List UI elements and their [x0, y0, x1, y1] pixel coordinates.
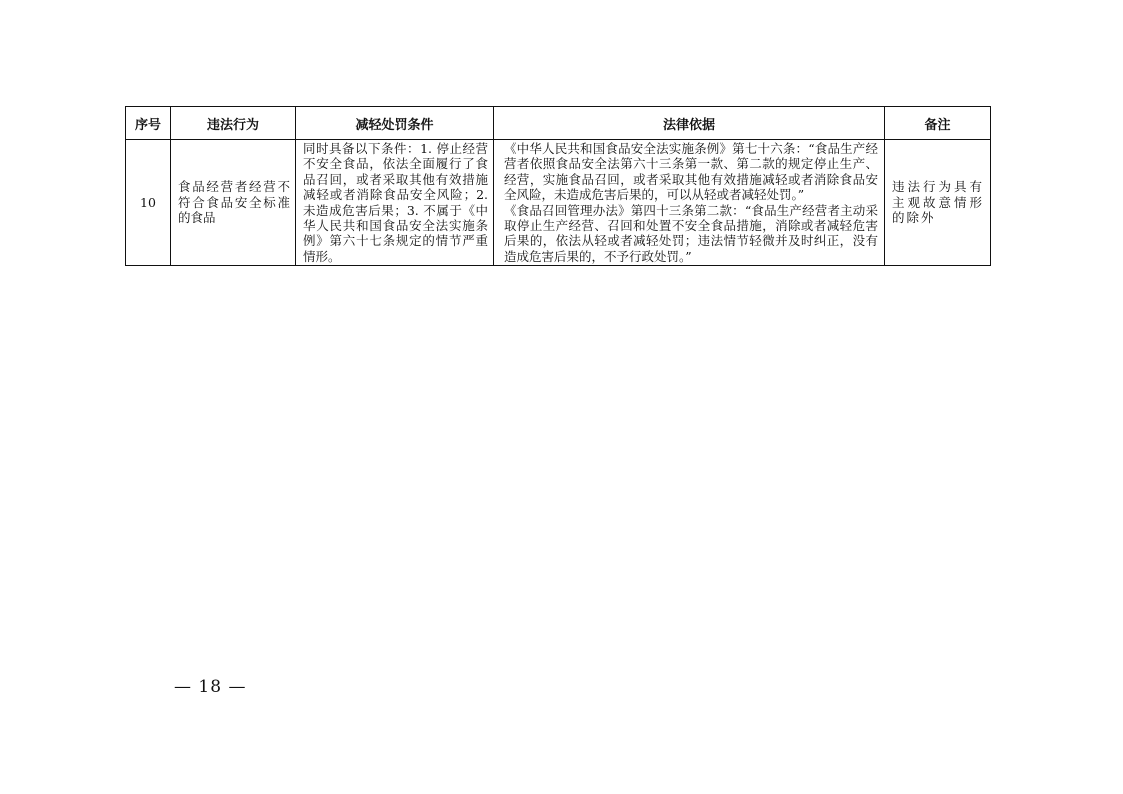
- row-condition-cell: 同时具备以下条件：1. 停止经营不安全食品，依法全面履行了食品召回，或者采取其他有效措施减轻或者消除食品安全风险；2. 未造成危害后果；3. 不属于《中华人民共和国食品安全法实施条例》第六十七条规定的情节严重情形。: [296, 140, 494, 266]
- row-seq-cell: 10: [126, 140, 171, 266]
- table-header-row: [126, 107, 991, 140]
- row-act-cell: 食品经营者经营不符合食品安全标准的食品: [171, 140, 296, 266]
- table-row: [126, 140, 991, 266]
- basis-paragraph-regulation: 《中华人民共和国食品安全法实施条例》第七十六条：“食品生产经营者依照食品安全法第六十三条第一款、第二款的规定停止生产、经营，实施食品召回，或者采取其他有效措施减轻或者消除食品安全风险，未造成危害后果的，可以从轻或者减轻处罚。”: [504, 141, 878, 203]
- header-act: 违法行为: [171, 107, 296, 140]
- penalty-reduction-table: [125, 106, 991, 266]
- basis-paragraph-recall-measures: 《食品召回管理办法》第四十三条第二款：“食品生产经营者主动采取停止生产经营、召回和处置不安全食品措施，消除或者减轻危害后果的，依法从轻或者减轻处罚；违法情节轻微并及时纠正，没有造成危害后果的，不予行政处罚。”: [504, 202, 878, 264]
- row-note-cell: 违法行为具有主观故意情形的除外: [885, 140, 991, 266]
- page-number: — 18 —: [174, 677, 247, 697]
- row-basis-cell: [494, 140, 885, 266]
- header-seq: 序号: [126, 107, 171, 140]
- header-condition: 减轻处罚条件: [296, 107, 494, 140]
- header-basis: 法律依据: [494, 107, 885, 140]
- header-note: 备注: [885, 107, 991, 140]
